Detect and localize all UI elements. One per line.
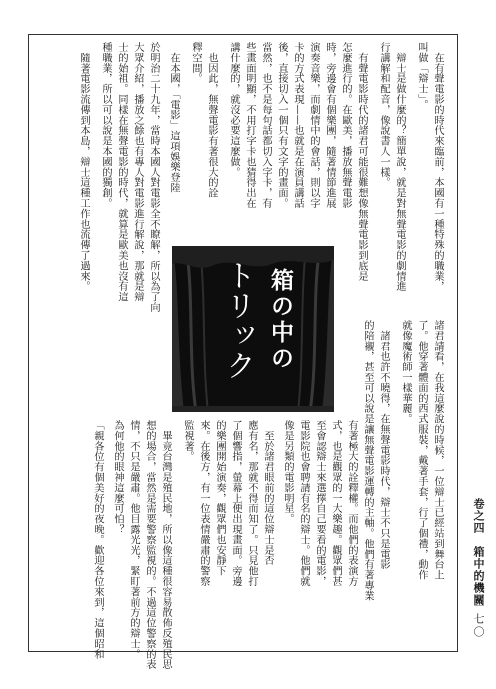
chapter-illustration	[172, 246, 334, 412]
text-column: 有聲電影時代的諸君可能很難想像無聲電影到底是	[356, 42, 367, 282]
text-column: 隨著電影流傳到本島，辯士這種工作也流傳了過來。	[78, 42, 89, 292]
text-column: 怎麼進行的。在歐美，播放無聲電影	[340, 42, 351, 209]
text-column: 辯士是做什麼的？簡單說，就是對無聲電影的劇情進	[394, 42, 405, 292]
text-column: 諸君也許不曉得，在無聲電影時代，辯士不只是電影	[378, 320, 389, 570]
page-number: 一七〇	[472, 600, 485, 639]
text-column: 有著極大的詮釋權。而他們的表演方	[346, 420, 357, 587]
text-column: 卡的方式表現——也就是在演員講話	[292, 42, 303, 209]
text-column: 釋空間。	[190, 42, 201, 84]
text-column: 的陪襯，甚至可以說是讓無聲電影運轉的主軸。他們有著專業	[362, 320, 373, 601]
text-column: 就像魔術師一樣華麗。	[400, 320, 411, 424]
text-column: 想的場合，當然是需要警察監視的。不過這位警察的表	[144, 420, 155, 670]
text-column: 於明治二十九年，當時本國人對電影全不瞭解，所以為了向	[148, 42, 159, 313]
text-column: 講什麼的，就沒必要這麼做。	[228, 42, 239, 178]
text-column: 也因此，無聲電影有著很大的詮	[206, 42, 217, 198]
text-column: 當然，也不是每句話都切入字卡，有	[260, 42, 271, 209]
text-column: 在本國，「電影」這項娛樂登陸	[168, 42, 179, 193]
text-column: 了。他穿著體面的西式服裝，戴著手套，行了個禮，動作	[416, 320, 427, 580]
text-column: 的樂團開始演奏，觀眾們也安靜下	[214, 420, 225, 576]
illustration-subtitle: トリック	[220, 260, 255, 380]
text-column: 些畫面明顯，不用打字卡也猜得出在	[244, 42, 255, 209]
text-column: 行講解和配音，像說書人一樣。	[378, 42, 389, 188]
text-column: 在有聲電影的時代來臨前，本國有一種特殊的職業，	[432, 42, 443, 292]
text-column: 來。在後方，有一位表情嚴肅的警察	[198, 420, 209, 587]
text-column: 至會認辯士來選擇自己要看的電影，	[314, 420, 325, 587]
text-column: 演奏音樂，而劇情中的會話，則以字	[308, 42, 319, 209]
text-column: 情，不只是嚴肅。他目露光光，緊盯著前方的辯士。	[128, 420, 139, 660]
text-column: 士的始祖。同樣在無聲電影的時代，就算是歐美也沒有這	[116, 42, 127, 302]
text-column: 了個響指，螢幕上便出現畫面。旁邊	[230, 420, 241, 587]
text-column: 種職業，所以可以說是本國的獨創。	[100, 42, 111, 209]
running-header: 卷之四 箱中的機關	[472, 498, 485, 606]
text-column: 式，也是觀眾的一大樂趣。觀眾們甚	[330, 420, 341, 587]
text-column: 電影院也會聘請有名的辯士。他們就	[298, 420, 309, 587]
illustration-title: 箱の中の	[267, 268, 294, 372]
text-column: 諸君請看，在我這麼說的時候，一位辯士已經站到舞台上	[432, 320, 443, 580]
text-column: 「親各位有個美好的夜晚。歡迎各位來到，這個昭和	[92, 420, 103, 660]
text-column: 監視著。	[182, 420, 193, 462]
text-column: 應有名，那就不得而知了。只見他打	[246, 420, 257, 587]
text-column: 叫做「辯士」。	[416, 42, 427, 110]
text-column: 為何他的眼神這麼可怕？	[112, 420, 123, 535]
text-column: 至於諸君眼前的這位辯士是否	[262, 420, 273, 566]
text-column: 大眾介紹，播放之餘也有專人對電影進行解說，那就是辯	[132, 42, 143, 302]
text-column: 像是另類的電影明星。	[282, 420, 293, 524]
text-column: 時，旁邊會有個樂團，隨著情節進展	[324, 42, 335, 209]
text-column: 後，直接切入一個只有文字的畫面。	[276, 42, 287, 209]
text-column: 畢竟台灣是殖民地，所以像這種很容易散佈反殖民思	[160, 420, 171, 670]
